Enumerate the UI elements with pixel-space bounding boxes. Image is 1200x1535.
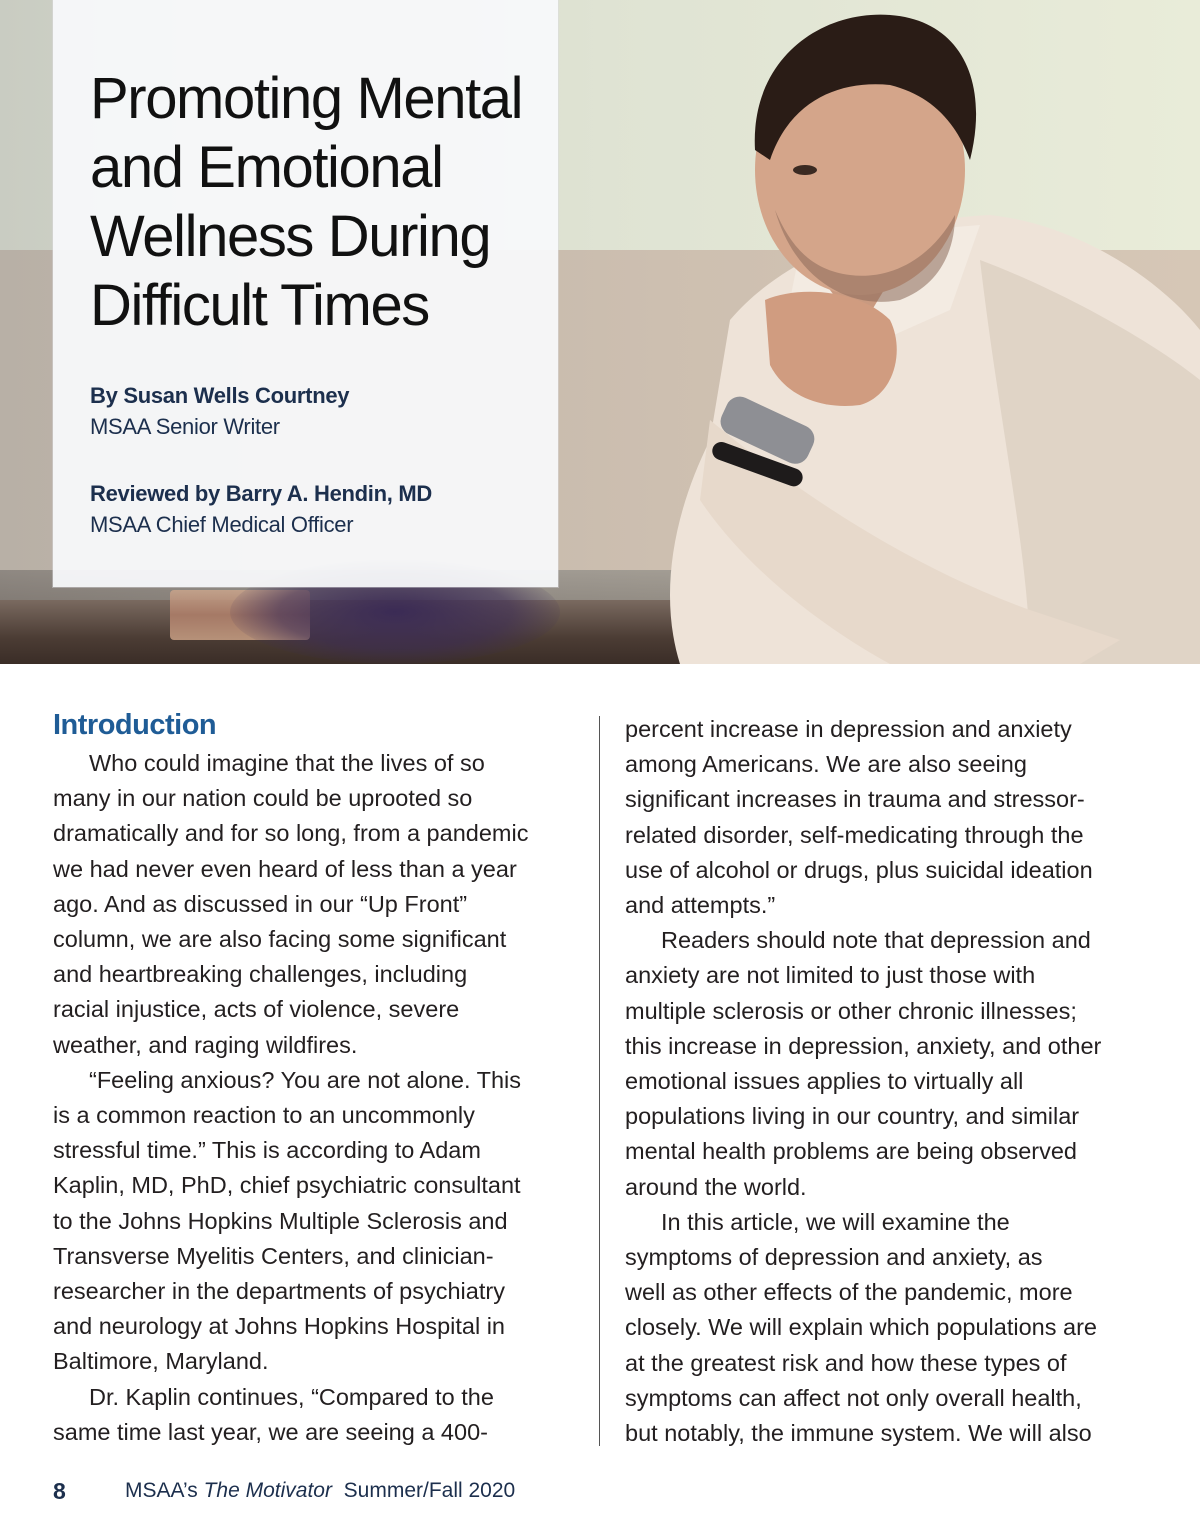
right-column [625, 712, 1155, 1451]
left-column [53, 706, 583, 1450]
column-divider [599, 716, 600, 1446]
publication-line [125, 1476, 515, 1506]
section-heading: Introduction [53, 709, 217, 741]
eye-shape [793, 165, 817, 175]
byline [90, 380, 540, 540]
issue-label: Summer/Fall 2020 [343, 1479, 516, 1502]
author-name: By Susan Wells Courtney [90, 383, 350, 408]
paragraph: Who could imagine that the lives of so many in our nation could be uprooted so dramatically and for so long, from a pandemic we had never even heard of less than a year ago. And as discussed in our “Up Front” column, we are also facing some significant and heartbreaking challenges, including racial injustice, acts of violence, severe weather, and raging wildfires. [53, 750, 529, 1058]
magazine-name: The Motivator [203, 1479, 332, 1502]
byline-spacer [90, 442, 540, 478]
page-footer [53, 1476, 753, 1506]
reviewer-name: Reviewed by Barry A. Hendin, MD [90, 481, 432, 506]
reviewer-role: MSAA Chief Medical Officer [90, 512, 354, 537]
paragraph: Readers should note that depression and anxiety are not limited to just those with multiple sclerosis or other chronic illnesses; this increase in depression, anxiety, and other emotional issues applies to virtually all populations living in our country, and similar mental health problems are being observed around the world. [625, 927, 1102, 1200]
paragraph: percent increase in depression and anxiety among Americans. We are also seeing significant increases in trauma and stressor- related disorder, self-medicating through the use of alcohol or drugs, plus suicidal ideation and attempts.” [625, 716, 1093, 919]
publisher-name: MSAA’s [125, 1479, 198, 1502]
author-role: MSAA Senior Writer [90, 414, 280, 439]
paragraph: “Feeling anxious? You are not alone. This is a common reaction to an uncommonly stressful time.” This is according to Adam Kaplin, MD, PhD, chief psychiatric consultant to the Johns Hopkins Multiple Sclerosis and Transverse Myelitis Centers, and clinician- researcher in the departments of psychiatry and neurology at Johns Hopkins Hospital in Baltimore, Maryland. [53, 1066, 522, 1375]
article-title: Promoting Mental and Emotional Wellness During Difficult Times [90, 66, 523, 338]
paragraph: In this article, we will examine the symptoms of depression and anxiety, as well as other effects of the pandemic, more closely. We will explain which populations are at the greatest risk and how these types of symptoms can affect not only overall health, but notably, the immune system. We will also [625, 1208, 1097, 1447]
paragraph: Dr. Kaplin continues, “Compared to the same time last year, we are seeing a 400- [53, 1383, 494, 1445]
hero-photo [0, 0, 1200, 664]
page-number: 8 [53, 1478, 66, 1504]
man-thinking-illustration [560, 0, 1200, 664]
